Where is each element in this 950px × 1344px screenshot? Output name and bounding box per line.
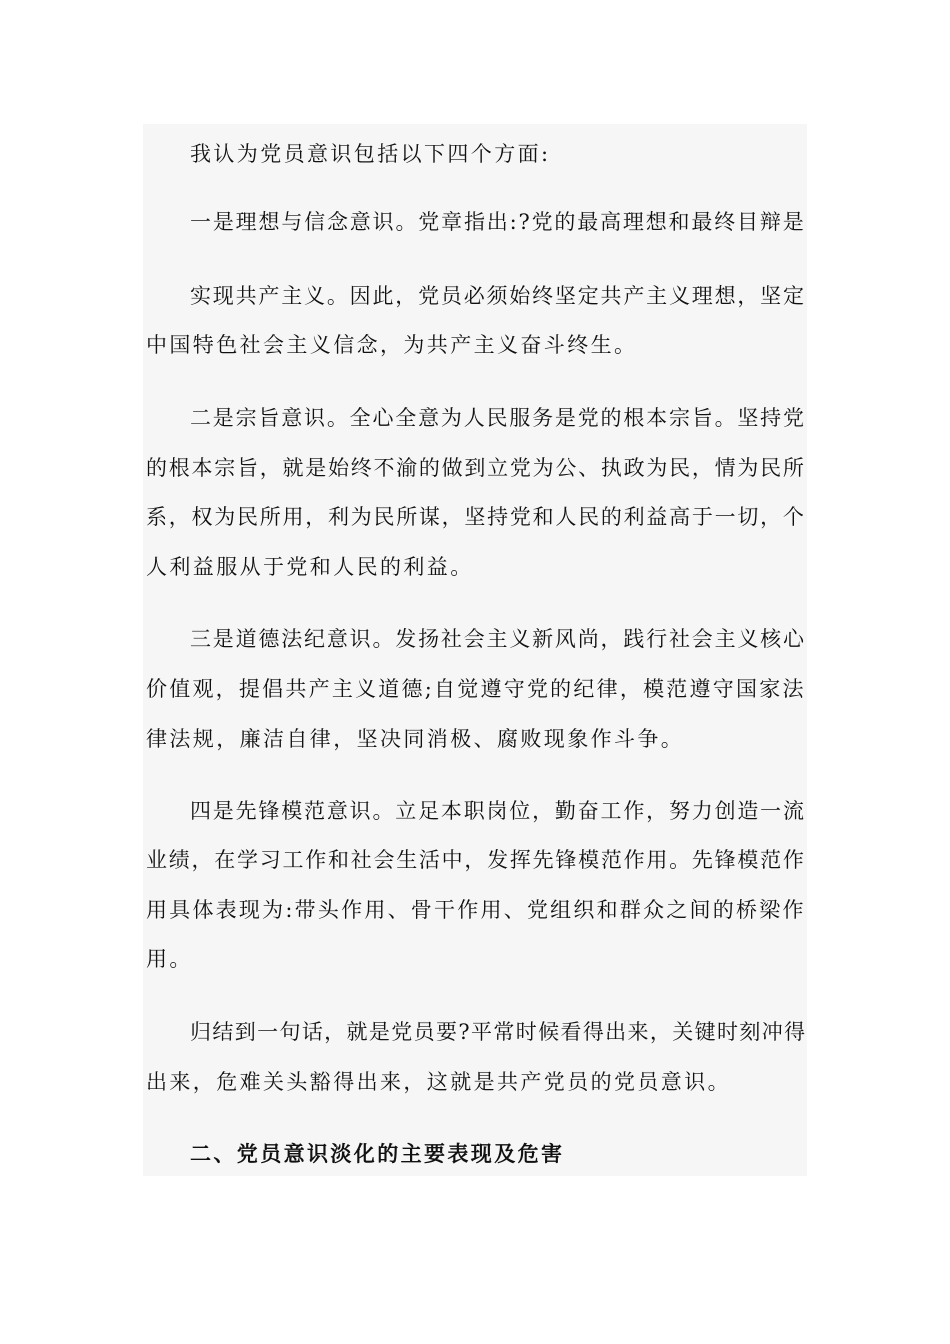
paragraph-purpose-line-4: 人利益服从于党和人民的利益。 bbox=[146, 555, 474, 579]
paragraph-intro-line-1: 我认为党员意识包括以下四个方面: bbox=[190, 142, 551, 166]
paragraph-morality-line-2: 价值观，提倡共产主义道德;自觉遵守党的纪律，模范遵守国家法 bbox=[146, 677, 806, 701]
paragraph-vanguard-line-1: 四是先锋模范意识。立足本职岗位，勤奋工作，努力创造一流 bbox=[190, 799, 806, 823]
paragraph-morality-line-1: 三是道德法纪意识。发扬社会主义新风尚，践行社会主义核心 bbox=[190, 627, 806, 651]
paragraph-morality-line-3: 律法规，廉洁自律，坚决同消极、腐败现象作斗争。 bbox=[146, 727, 685, 751]
paragraph-vanguard-line-4: 用。 bbox=[146, 947, 193, 971]
paragraph-purpose-line-1: 二是宗旨意识。全心全意为人民服务是党的根本宗旨。坚持党 bbox=[190, 406, 806, 430]
section-heading: 二、党员意识淡化的主要表现及危害 bbox=[190, 1141, 565, 1166]
paragraph-summary-line-1: 归结到一句话，就是党员要?平常时候看得出来，关键时刻冲得 bbox=[190, 1020, 807, 1044]
paragraph-summary-line-2: 出来，危难关头豁得出来，这就是共产党员的党员意识。 bbox=[146, 1070, 731, 1094]
paragraph-ideal-line-2: 实现共产主义。因此，党员必须始终坚定共产主义理想，坚定 bbox=[190, 284, 806, 308]
paragraph-purpose-line-3: 系，权为民所用，利为民所谋，坚持党和人民的利益高于一切，个 bbox=[146, 505, 806, 529]
paragraph-vanguard-line-3: 用具体表现为:带头作用、骨干作用、党组织和群众之间的桥梁作 bbox=[146, 898, 806, 922]
paragraph-ideal-line-1: 一是理想与信念意识。党章指出:?党的最高理想和最终目辩是 bbox=[190, 210, 806, 234]
paragraph-ideal-line-3: 中国特色社会主义信念，为共产主义奋斗终生。 bbox=[146, 333, 638, 357]
paragraph-vanguard-line-2: 业绩，在学习工作和社会生活中，发挥先锋模范作用。先锋模范作 bbox=[146, 848, 806, 872]
paragraph-purpose-line-2: 的根本宗旨，就是始终不渝的做到立党为公、执政为民，情为民所 bbox=[146, 456, 806, 480]
